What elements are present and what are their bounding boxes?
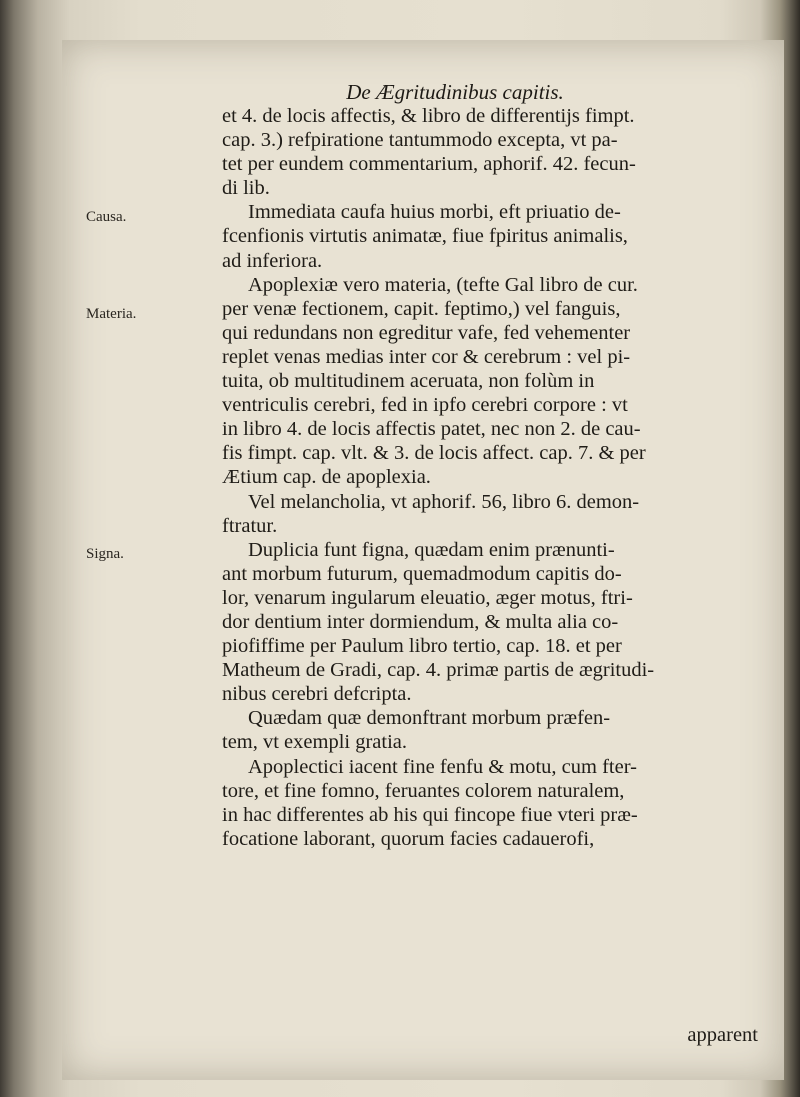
text-line: dor dentium inter dormiendum, & multa alia co- (222, 610, 619, 633)
margin-note-materia: Materia. (86, 306, 137, 322)
text-line: Quædam quæ demonftrant morbum præfen- (248, 707, 611, 730)
text-line: cap. 3.) refpiratione tantummodo excepta, vt pa- (222, 129, 618, 152)
text-line: ftratur. (222, 514, 278, 537)
text-line: tuita, ob multitudinem aceruata, non folùm in (222, 370, 595, 393)
text-line: nibus cerebri defcripta. (222, 683, 412, 706)
text-line: ventriculis cerebri, fed in ipfo cerebri corpore : vt (222, 394, 628, 417)
text-line: tore, et fine fomno, feruantes colorem naturalem, (222, 779, 625, 802)
text-line: ad inferiora. (222, 249, 323, 272)
text-line: in hac differentes ab his qui fincope fiue vteri præ- (222, 803, 638, 826)
text-line: ant morbum futurum, quemadmodum capitis do- (222, 562, 622, 585)
text-line: tem, vt exempli gratia. (222, 731, 408, 754)
text-line: fcenfionis virtutis animatæ, fiue fpiritus animalis, (222, 225, 628, 248)
text-line: et 4. de locis affectis, & libro de differentijs fimpt. (222, 105, 635, 127)
text-line: in libro 4. de locis affectis patet, nec non 2. de cau- (222, 418, 641, 441)
catchword: apparent (687, 1024, 758, 1046)
text-line: lor, venarum ingularum eleuatio, æger motus, ftri- (222, 586, 633, 609)
running-head: De Ægritudinibus capitis. (346, 80, 564, 104)
text-line: Immediata caufa huius morbi, eft priuatio de- (248, 201, 621, 224)
text-line: Vel melancholia, vt aphorif. 56, libro 6. demon- (248, 490, 640, 513)
body-text (222, 104, 782, 851)
margin-note-signa: Signa. (86, 546, 124, 562)
text-line: di lib. (222, 177, 270, 200)
text-line: Duplicia funt figna, quædam enim prænunti- (248, 538, 615, 561)
text-line: Apoplexiæ vero materia, (tefte Gal libro de cur. (248, 273, 638, 296)
text-line: fis fimpt. cap. vlt. & 3. de locis affect. cap. 7. & per (222, 442, 646, 465)
margin-note-causa: Causa. (86, 209, 127, 225)
text-line: qui redundans non egreditur vafe, fed vehementer (222, 321, 631, 344)
text-line: replet venas medias inter cor & cerebrum : vel pi- (222, 345, 631, 368)
text-line: Matheum de Gradi, cap. 4. primæ partis de ægritudi- (222, 659, 655, 682)
text-line: focatione laborant, quorum facies cadauerofi, (222, 827, 595, 850)
text-line: Apoplectici iacent fine fenfu & motu, cum fter- (248, 755, 637, 778)
text-line: per venæ fectionem, capit. feptimo,) vel fanguis, (222, 297, 621, 320)
text-line: tet per eundem commentarium, aphorif. 42. fecun- (222, 153, 636, 176)
text-line: Ætium cap. de apoplexia. (222, 466, 431, 489)
text-line: piofiffime per Paulum libro tertio, cap. 18. et per (222, 635, 622, 658)
